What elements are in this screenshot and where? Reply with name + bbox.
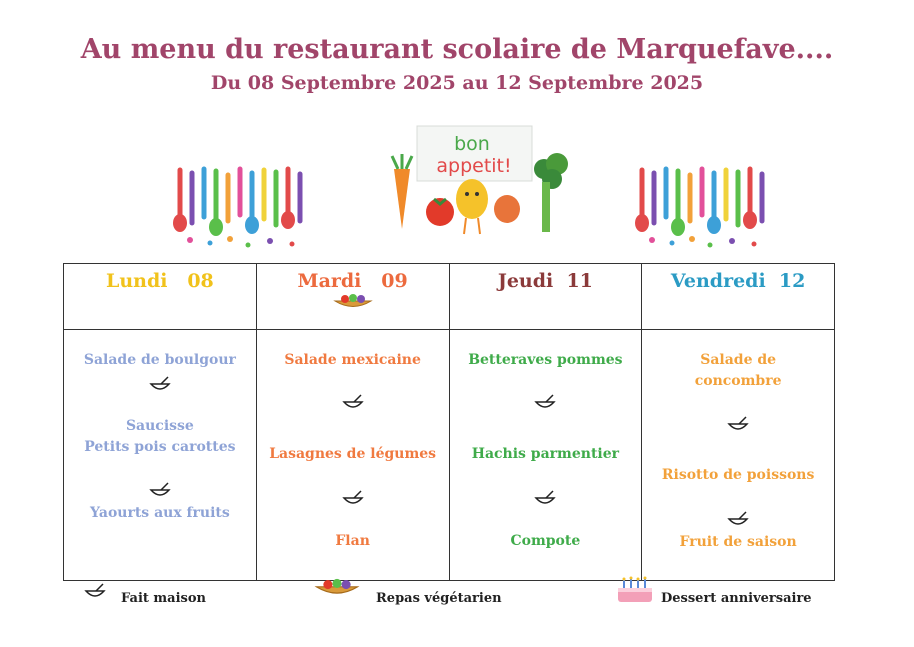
utensils-decoration-right bbox=[632, 165, 772, 250]
dish-main: Risotto de poissons bbox=[661, 467, 815, 483]
homemade-bowl-icon bbox=[534, 394, 556, 410]
day-menu-mardi bbox=[256, 330, 449, 581]
day-menu-jeudi bbox=[449, 330, 642, 581]
weekly-menu-table bbox=[63, 263, 835, 581]
dish-main: Hachis parmentier bbox=[471, 446, 620, 462]
homemade-bowl-icon bbox=[534, 490, 556, 506]
dish-main: Saucisse Petits pois carottes bbox=[84, 418, 236, 455]
homemade-bowl-icon bbox=[149, 482, 171, 498]
day-label: Jeudi 11 bbox=[497, 270, 593, 292]
banner-text-appetit: appetit! bbox=[436, 155, 512, 177]
homemade-bowl-icon bbox=[342, 394, 364, 410]
day-label: Lundi 08 bbox=[105, 270, 214, 292]
day-label: Mardi 09 bbox=[297, 270, 408, 292]
bon-appetit-illustration bbox=[372, 124, 582, 239]
dish-starter: Salade de boulgour bbox=[83, 352, 236, 368]
legend-birthday: Dessert anniversaire bbox=[661, 591, 812, 606]
menu-title: Au menu du restaurant scolaire de Marquefave.... bbox=[80, 34, 834, 65]
legend-vegetarian: Repas végétarien bbox=[376, 591, 502, 606]
dish-dessert: Yaourts aux fruits bbox=[89, 505, 230, 521]
birthday-cake-icon bbox=[614, 576, 656, 606]
vegetarian-basket-icon bbox=[331, 294, 375, 310]
day-header-vendredi bbox=[642, 264, 835, 330]
dish-main: Lasagnes de légumes bbox=[269, 446, 437, 462]
day-menu-lundi bbox=[64, 330, 257, 581]
dish-starter: Betteraves pommes bbox=[468, 352, 623, 368]
dish-starter: Salade mexicaine bbox=[284, 352, 421, 368]
day-header-jeudi bbox=[449, 264, 642, 330]
dish-dessert: Flan bbox=[335, 533, 370, 549]
vegetarian-basket-icon bbox=[312, 578, 362, 598]
day-label: Vendredi 12 bbox=[670, 270, 806, 292]
homemade-bowl-icon bbox=[84, 583, 106, 599]
dish-starter: Salade de concombre bbox=[694, 352, 782, 389]
homemade-bowl-icon bbox=[727, 511, 749, 527]
day-header-mardi bbox=[256, 264, 449, 330]
utensils-decoration-left bbox=[170, 165, 310, 250]
legend-homemade: Fait maison bbox=[121, 591, 206, 606]
day-header-lundi bbox=[64, 264, 257, 330]
homemade-bowl-icon bbox=[342, 490, 364, 506]
dish-dessert: Fruit de saison bbox=[679, 534, 797, 550]
banner-text-bon: bon bbox=[454, 133, 490, 155]
homemade-bowl-icon bbox=[727, 416, 749, 432]
day-menu-vendredi bbox=[642, 330, 835, 581]
dish-dessert: Compote bbox=[510, 533, 581, 549]
homemade-bowl-icon bbox=[149, 376, 171, 392]
menu-date-range: Du 08 Septembre 2025 au 12 Septembre 2025 bbox=[210, 72, 704, 94]
